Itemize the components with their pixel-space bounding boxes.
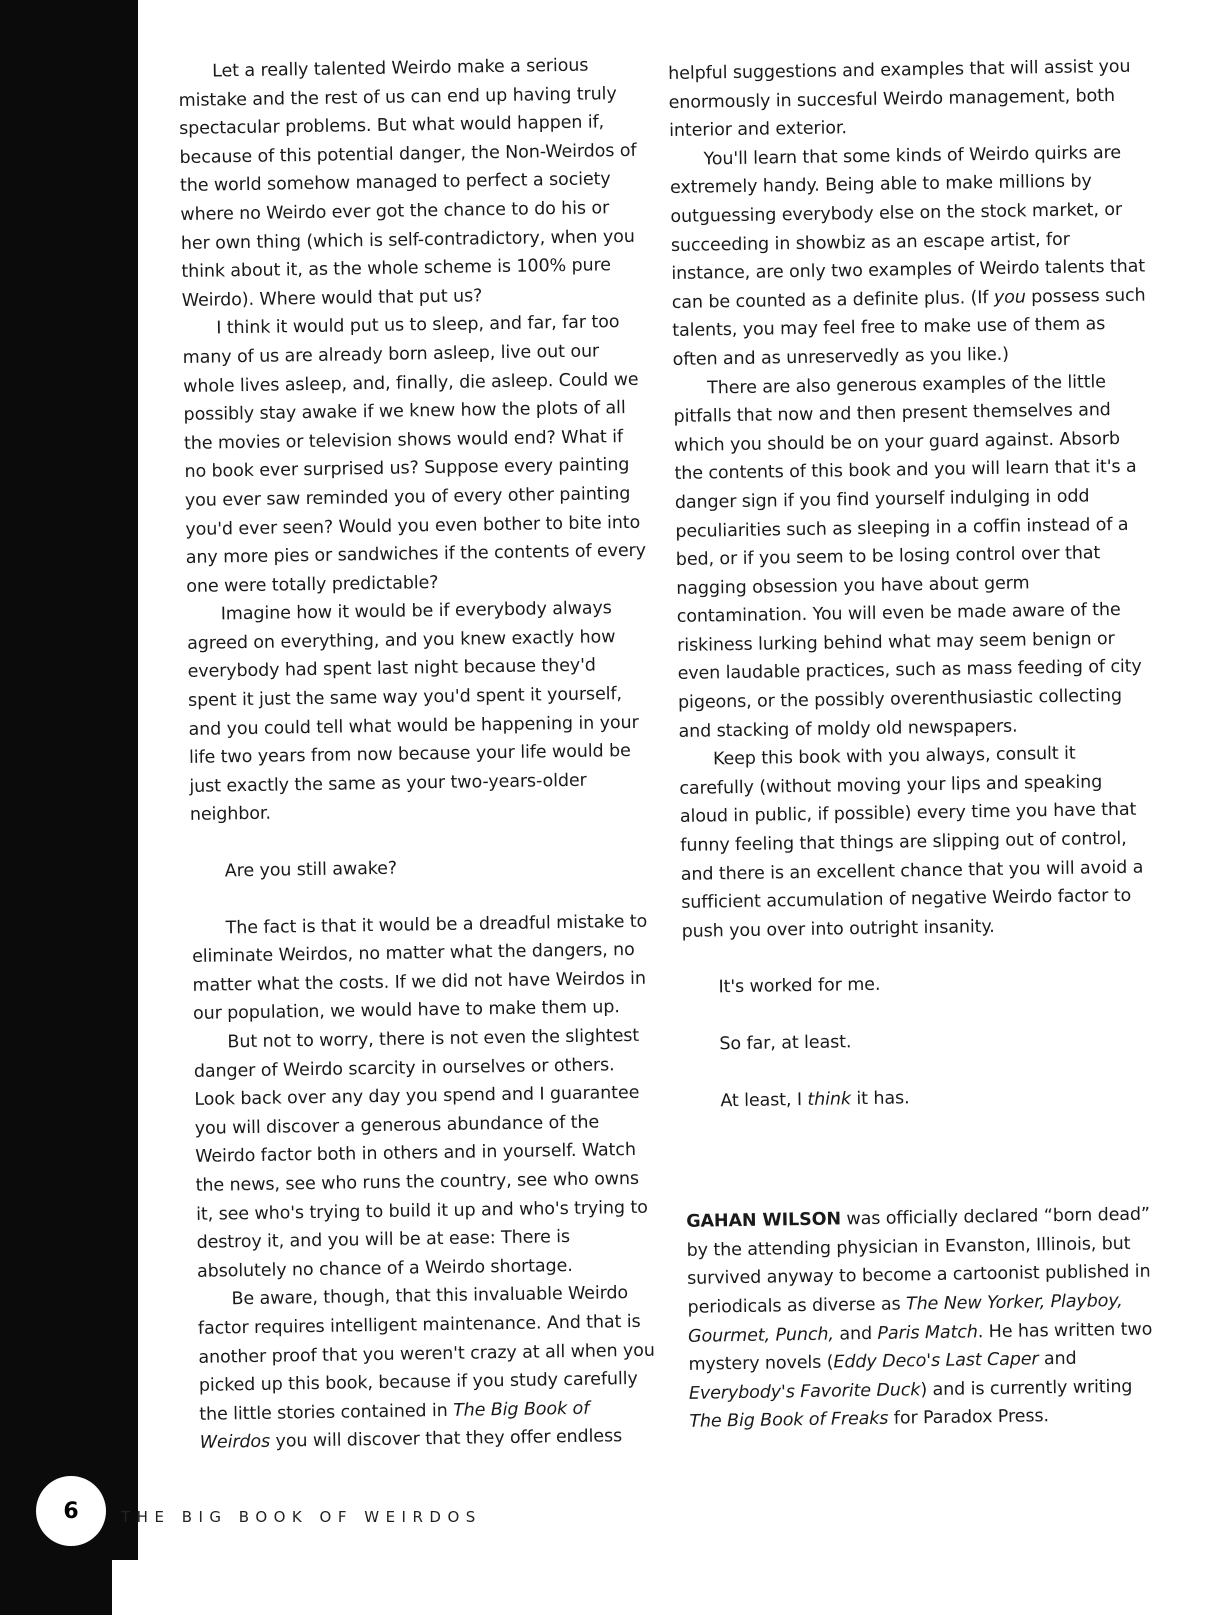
publication: Paris Match <box>877 1321 978 1344</box>
right-text-column <box>668 53 1164 1437</box>
closing-line: So far, at least. <box>719 1032 852 1055</box>
text-run: and <box>833 1323 878 1345</box>
book-title: The Big Book of Freaks <box>689 1409 889 1433</box>
paragraph: Let a really talented Weirdo make a serious mistake and the rest of us can end up having truly spectacular problems. But what would happen if, because of this potential danger, the Non-Weirdos of the world somehow managed to perfect a society where no Weirdo ever got the chance to do his or her own thing (which is self-contradictory, when you think about it, as the whole scheme is 100% pure Weirdo). Where would that put us? <box>178 55 637 311</box>
text-run: you will discover that they offer endless <box>269 1426 623 1453</box>
paragraph-question: Are you still awake? <box>224 858 398 882</box>
text-run: it has. <box>850 1087 910 1109</box>
book-title: Eddy Deco's Last Caper <box>833 1349 1039 1373</box>
text-run: and <box>1038 1348 1077 1370</box>
left-text-column <box>178 51 662 1458</box>
text-run: for Paradox Press. <box>888 1406 1050 1430</box>
book-title: The Big Book of Weirdos <box>199 1398 590 1454</box>
paragraph: But not to worry, there is not even the slightest danger of Weirdo scarcity in ourselves or others. Look back over any day you spend and I guarantee you will discover a generous abundance of the Weirdo factor both in others and in yourself. Watch the news, see who runs the country, see who owns it, see who's trying to build it up and who's trying to destroy it, and you will be at ease: There is absolutely no chance of a Weirdo shortage. <box>193 1025 648 1282</box>
paragraph: I think it would put us to sleep, and far, far too many of us are already born asleep, live out our whole lives asleep, and, finally, die asleep. Could we possibly stay awake if we knew how the plots of all the movies or television shows would end? What if no book ever surprised us? Suppose every painting you ever saw reminded you of every other painting you'd ever seen? Would you even bother to bite into any more pies or sandwiches if the contents of every one were totally predictable? <box>182 312 647 597</box>
paragraph: Imagine how it would be if everybody always agreed on everything, and you knew exactly how everybody had spent last night because they'd spent it just the same way you'd spent it yourself, and you could tell what would be happening in your life two years from now because your life would be just exactly the same as your two-years-older neighbor. <box>187 598 639 826</box>
text-run: At least, I <box>720 1089 808 1111</box>
text-run: Be aware, though, that this invaluable Weirdo factor requires intelligent maintenance. And that is another proof that you weren't crazy at all when you picked up this book, because if you study carefully the little stories contained in <box>197 1283 655 1425</box>
publication-list: The New Yorker, Playboy, Gourmet, Punch, <box>687 1290 1123 1347</box>
paragraph: Keep this book with you always, consult it carefully (without moving your lips and speaking aloud in public, if possible) every time you have that funny feeling that things are slipping out of control, and there is an excellent chance that you will avoid a sufficient accumulation of negative Weirdo factor to push you over into outright insanity. <box>679 743 1144 942</box>
page-number: 6 <box>36 1476 106 1546</box>
book-title: Everybody's Favorite Duck <box>688 1379 921 1404</box>
text-run: You'll learn that some kinds of Weirdo quirks are extremely handy. Being able to make millions by outguessing everybody else on the stock market, or succeeding in showbiz as an escape artist, for instance, are only two examples of Weirdo talents that can be counted as a definite plus. (If <box>669 142 1146 313</box>
running-footer-title: THE BIG BOOK OF WEIRDOS <box>121 1508 482 1526</box>
text-run: . He has written two mystery novels ( <box>688 1319 1153 1375</box>
paragraph: The fact is that it would be a dreadful mistake to eliminate Weirdos, no matter what the dangers, no matter what the costs. If we did not have Weirdos in our population, we would have to make them up. <box>191 911 648 1025</box>
paragraph <box>669 138 1147 374</box>
closing-line <box>684 1080 1158 1116</box>
author-name: GAHAN WILSON <box>686 1209 842 1233</box>
text-run: ) and is currently writing <box>920 1376 1133 1400</box>
author-bio <box>686 1201 1164 1437</box>
closing-line: It's worked for me. <box>718 975 881 998</box>
paragraph: There are also generous examples of the little pitfalls that now and then present themselves and which you should be on your guard against. Absorb the contents of this book and you will learn that it's a danger sign if you find yourself indulging in odd peculiarities such as sleeping in a coffin instead of a bed, or if you seem to be losing control over that nagging obsession you have about germ contamination. You will even be made aware of the riskiness lurking behind what may seem benign or even laudable practices, such as mass feeding of city pigeons, or the possibly overenthusiastic collecting and stacking of moldy old newspapers. <box>673 371 1142 742</box>
margin-bar-notch <box>112 1560 142 1615</box>
paragraph <box>197 1279 662 1458</box>
text-run: possess such talents, you may feel free to make use of them as often and as unreservedly as you like.) <box>672 285 1146 370</box>
text-run: was officially declared “born dead” by the attending physician in Evanston, Illinois, but survived anyway to become a cartoonist published in periodicals as diverse as <box>686 1204 1151 1318</box>
emphasis: think <box>807 1088 852 1110</box>
emphasis: you <box>993 287 1026 308</box>
paragraph: helpful suggestions and examples that will assist you enormously in succesful Weirdo management, both interior and exterior. <box>668 56 1131 142</box>
black-margin-bar <box>0 0 138 1615</box>
